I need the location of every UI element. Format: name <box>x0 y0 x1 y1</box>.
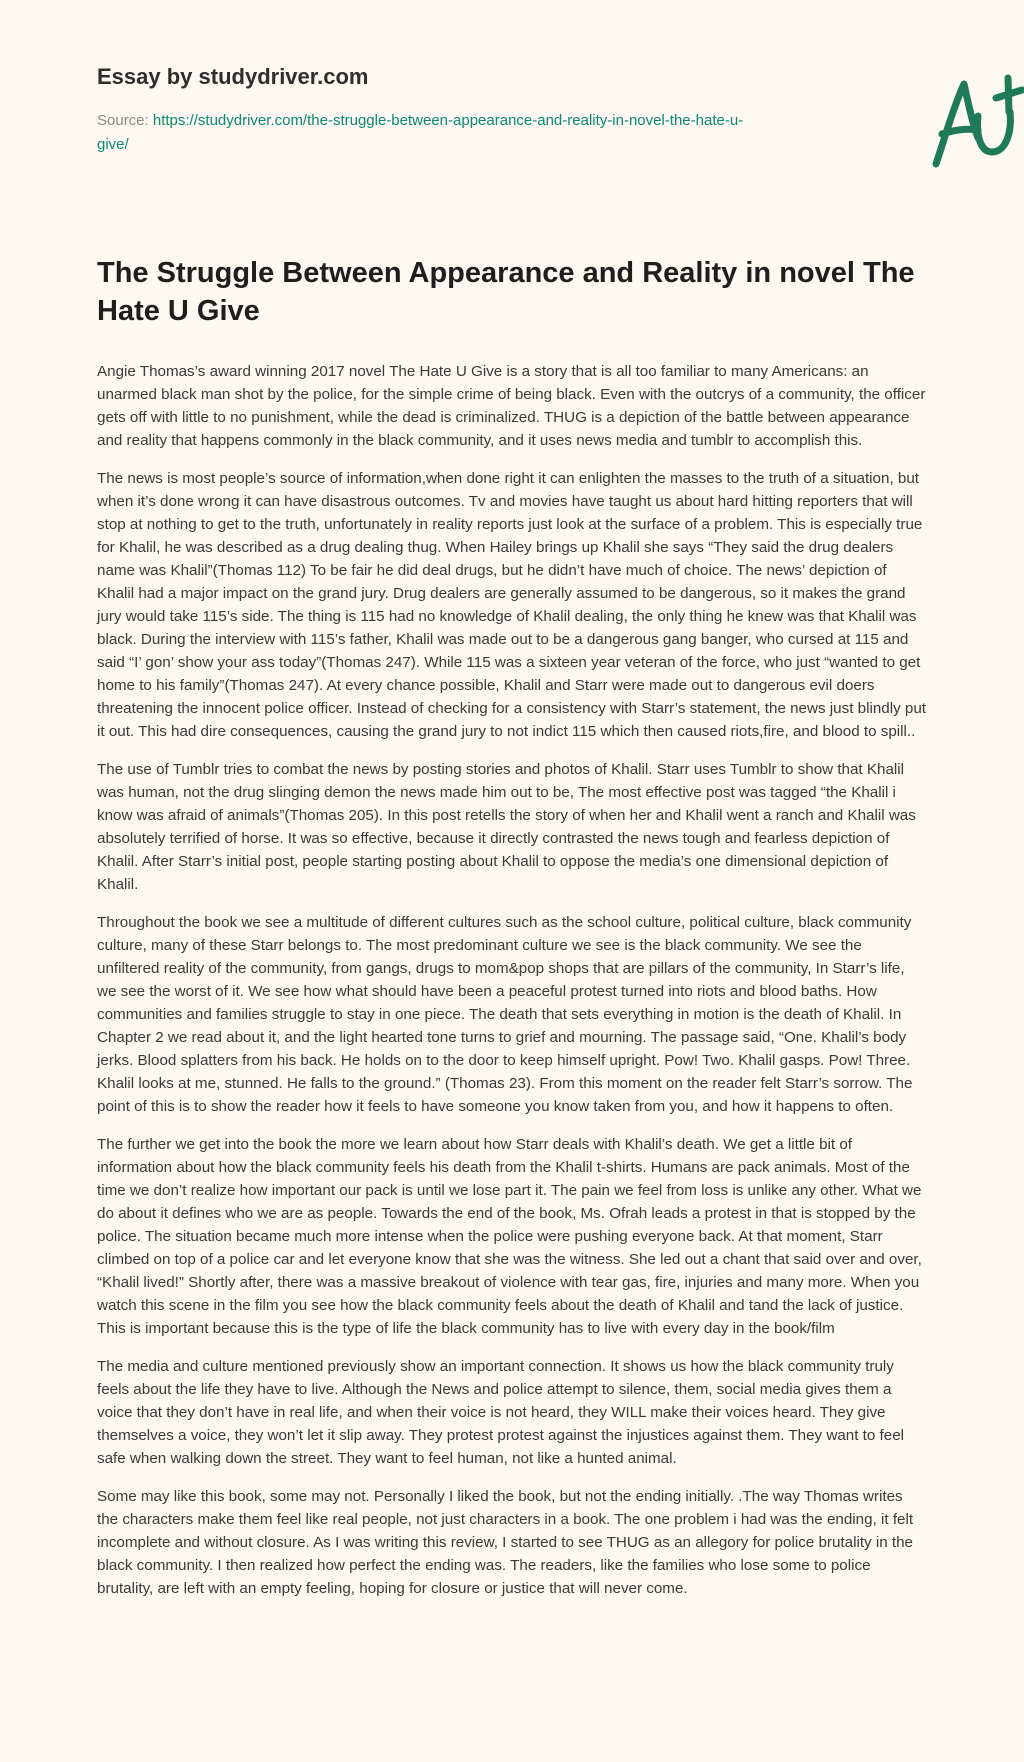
source-label: Source: <box>97 112 149 129</box>
paragraph: The media and culture mentioned previously show an important connection. It shows us how the black community truly feels about the life they have to live. Although the News and police attempt to silence, them, social media gives them a voice that they don’t have in real life, and when their voice is not heard, they WILL make their voices heard. They give themselves a voice, they won’t let it slip away. They protest protest against the injustices against them. They want to feel safe when walking down the street. They want to feel human, not like a hunted animal. <box>97 1358 905 1467</box>
essay-body <box>97 360 927 1615</box>
paragraph: Some may like this book, some may not. Personally I liked the book, but not the ending initially. .The way Thomas writes the characters make them feel like real people, not just characters in a book. The one problem i had was the ending, it felt incomplete and without closure. As I was writing this review, I started to see THUG as an allegory for police brutality in the black community. I then realized how perfect the ending was. The readers, like the families who lose some to police brutality, are left with an empty feeling, hoping for closure or justice that will never come. <box>97 1488 914 1597</box>
source-line <box>97 109 757 157</box>
site-title: Essay by studydriver.com <box>97 64 369 89</box>
essay-title: The Struggle Between Appearance and Reality in novel The Hate U Give <box>97 257 915 327</box>
paragraph: Throughout the book we see a multitude of different cultures such as the school culture, political culture, black community culture, many of these Starr belongs to. The most predominant culture we see is the black community. We see the unfiltered reality of the community, from gangs, drugs to mom&pop shops that are pillars of the community, In Starr’s life, we see the worst of it. We see how what should have been a peaceful protest turned into riots and blood baths. How communities and families struggle to stay in one piece. The death that sets everything in motion is the death of Khalil. In Chapter 2 we read about it, and the light hearted tone turns to grief and mourning. The passage said, “One. Khalil’s body jerks. Blood splatters from his back. He holds on to the door to keep himself upright. Pow! Two. Khalil gasps. Pow! Three. Khalil looks at me, stunned. He falls to the ground.” (Thomas 23). From this moment on the reader felt Starr’s sorrow. The point of this is to show the reader how it feels to have someone you know taken from you, and how it happens to often. <box>97 914 913 1115</box>
paragraph: The further we get into the book the more we learn about how Starr deals with Khalil’s death. We get a little bit of information about how the black community feels his death from the Khalil t-shirts. Humans are pack animals. Most of the time we don’t realize how important our pack is until we lose part it. The pain we feel from loss is unlike any other. What we do about it defines who we are as people. Towards the end of the book, Ms. Ofrah leads a protest in that is stopped by the police. The situation became much more intense when the police were pushing everyone back. At that moment, Starr climbed on top of a police car and let everyone know that she was the witness. She led out a chant that said over and over, “Khalil lived!” Shortly after, there was a massive breakout of violence with tear gas, fire, injuries and many more. When you watch this scene in the film you see how the black community feels about the death of Khalil and tand the lack of justice. This is important because this is the type of life the black community has to live with every day in the book/film <box>97 1136 922 1337</box>
paragraph: The use of Tumblr tries to combat the news by posting stories and photos of Khalil. Starr uses Tumblr to show that Khalil was human, not the drug slinging demon the news made him out to be, The most effective post was tagged “the Khalil i know was afraid of animals”(Thomas 205). In this post retells the story of when her and Khalil went a ranch and Khalil was absolutely terrified of horse. It was so effective, because it directly contrasted the news tough and fearless depiction of Khalil. After Starr’s initial post, people starting posting about Khalil to oppose the media’s one dimensional depiction of Khalil. <box>97 761 916 893</box>
a-plus-logo-icon <box>922 72 1024 172</box>
paragraph: Angie Thomas’s award winning 2017 novel The Hate U Give is a story that is all too familiar to many Americans: an unarmed black man shot by the police, for the simple crime of being black. Even with the outcrys of a community, the officer gets off with little to no punishment, while the dead is criminalized. THUG is a depiction of the battle between appearance and reality that happens commonly in the black community, and it uses news media and tumblr to accomplish this. <box>97 363 926 449</box>
source-link[interactable]: https://studydriver.com/the-struggle-between-appearance-and-reality-in-novel-the-hate-u-give/ <box>97 112 744 153</box>
paragraph: The news is most people’s source of information,when done right it can enlighten the masses to the truth of a situation, but when it’s done wrong it can have disastrous outcomes. Tv and movies have taught us about hard hitting reporters that will stop at nothing to get to the truth, unfortunately in reality reports just look at the surface of a problem. This is especially true for Khalil, he was described as a drug dealing thug. When Hailey brings up Khalil she says “They said the drug dealers name was Khalil”(Thomas 112) To be fair he did deal drugs, but he didn’t have much of choice. The news’ depiction of Khalil had a major impact on the grand jury. Drug dealers are generally assumed to be dangerous, so it makes the grand jury would take 115’s side. The thing is 115 had no knowledge of Khalil dealing, the only thing he knew was that Khalil was black. During the interview with 115’s father, Khalil was made out to be a dangerous gang banger, who cursed at 115 and said “I’ gon’ show your ass today”(Thomas 247). While 115 was a sixteen year veteran of the force, who just “wanted to get home to his family”(Thomas 247). At every chance possible, Khalil and Starr were made out to dangerous evil doers threatening the innocent police officer. Instead of checking for a consistency with Starr’s statement, the news just blindly put it out. This had dire consequences, causing the grand jury to not indict 115 which then caused riots,fire, and blood to spill.. <box>97 470 927 740</box>
